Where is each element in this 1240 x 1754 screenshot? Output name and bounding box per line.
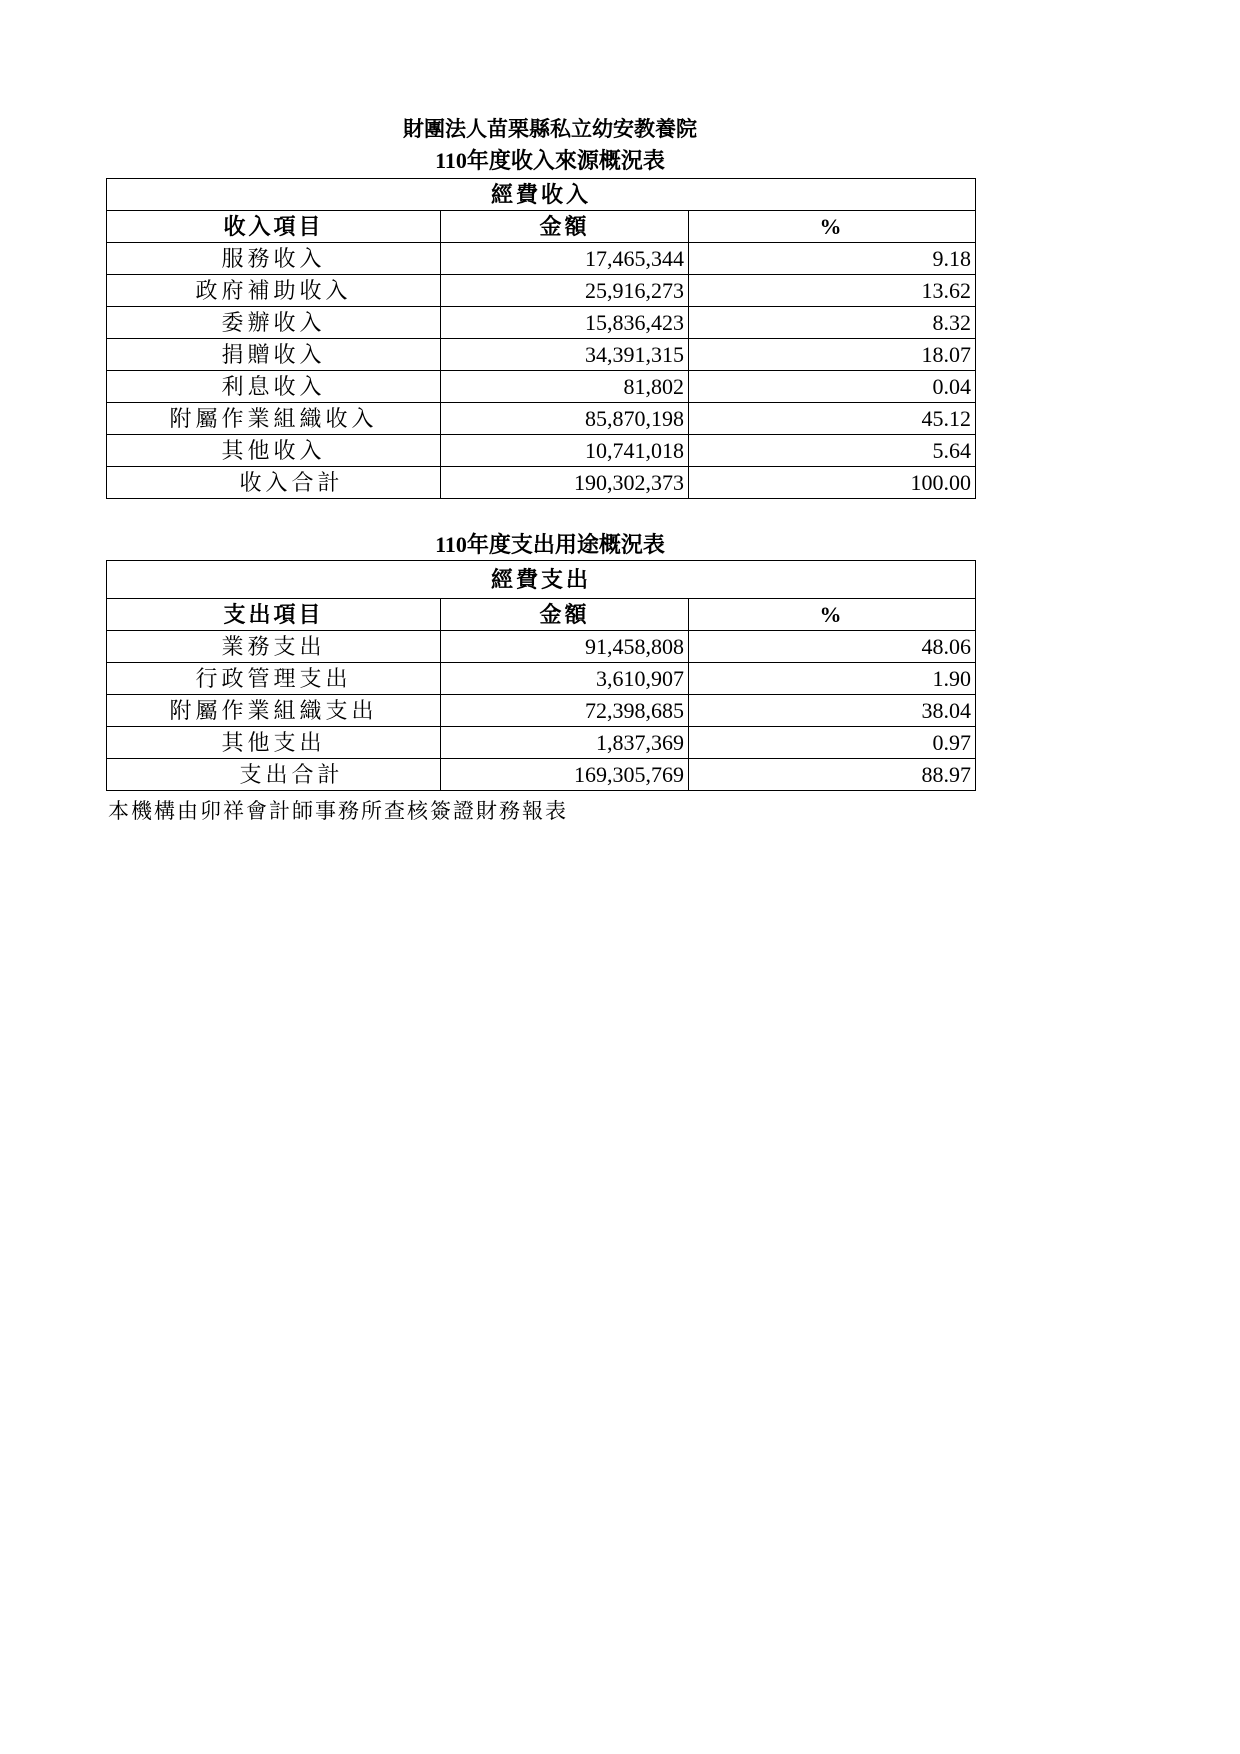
expense-section-header: 經費支出 bbox=[107, 561, 976, 599]
expense-table-title: 110年度支出用途概況表 bbox=[435, 532, 665, 557]
expense-amount: 72,398,685 bbox=[441, 695, 689, 727]
income-pct: 8.32 bbox=[689, 307, 976, 339]
expense-amount: 91,458,808 bbox=[441, 631, 689, 663]
income-amount-header: 金額 bbox=[441, 211, 689, 243]
table-row bbox=[107, 403, 976, 435]
table-row bbox=[107, 243, 976, 275]
table-row bbox=[107, 663, 976, 695]
expense-table bbox=[106, 560, 976, 791]
table-row bbox=[107, 435, 976, 467]
expense-item: 附屬作業組織支出 bbox=[107, 695, 441, 727]
income-item: 委辦收入 bbox=[107, 307, 441, 339]
expense-item: 業務支出 bbox=[107, 631, 441, 663]
income-total-row bbox=[107, 467, 976, 499]
income-section-header: 經費收入 bbox=[107, 179, 976, 211]
income-pct: 18.07 bbox=[689, 339, 976, 371]
income-amount: 34,391,315 bbox=[441, 339, 689, 371]
audit-footnote: 本機構由卯祥會計師事務所查核簽證財務報表 bbox=[108, 799, 568, 823]
income-table bbox=[106, 178, 976, 499]
organization-title: 財團法人苗栗縣私立幼安教養院 bbox=[403, 117, 697, 141]
income-pct: 9.18 bbox=[689, 243, 976, 275]
expense-total-pct: 88.97 bbox=[689, 759, 976, 791]
income-pct-header: % bbox=[689, 211, 976, 243]
income-item: 附屬作業組織收入 bbox=[107, 403, 441, 435]
income-amount: 25,916,273 bbox=[441, 275, 689, 307]
income-total-pct: 100.00 bbox=[689, 467, 976, 499]
expense-item-header: 支出項目 bbox=[107, 599, 441, 631]
income-amount: 85,870,198 bbox=[441, 403, 689, 435]
income-section-row bbox=[107, 179, 976, 211]
expense-pct: 0.97 bbox=[689, 727, 976, 759]
income-amount: 81,802 bbox=[441, 371, 689, 403]
expense-total-amount: 169,305,769 bbox=[441, 759, 689, 791]
expense-pct: 48.06 bbox=[689, 631, 976, 663]
table-row bbox=[107, 307, 976, 339]
expense-total-row bbox=[107, 759, 976, 791]
expense-amount-header: 金額 bbox=[441, 599, 689, 631]
income-pct: 5.64 bbox=[689, 435, 976, 467]
income-item: 政府補助收入 bbox=[107, 275, 441, 307]
income-total-amount: 190,302,373 bbox=[441, 467, 689, 499]
income-item: 利息收入 bbox=[107, 371, 441, 403]
income-item: 捐贈收入 bbox=[107, 339, 441, 371]
income-table-title: 110年度收入來源概況表 bbox=[435, 148, 665, 173]
table-row bbox=[107, 631, 976, 663]
income-amount: 17,465,344 bbox=[441, 243, 689, 275]
expense-section-row bbox=[107, 561, 976, 599]
table-row bbox=[107, 339, 976, 371]
expense-amount: 3,610,907 bbox=[441, 663, 689, 695]
expense-amount: 1,837,369 bbox=[441, 727, 689, 759]
income-amount: 15,836,423 bbox=[441, 307, 689, 339]
income-item: 其他收入 bbox=[107, 435, 441, 467]
table-row bbox=[107, 275, 976, 307]
income-item: 服務收入 bbox=[107, 243, 441, 275]
expense-total-label: 支出合計 bbox=[107, 759, 441, 791]
income-total-label: 收入合計 bbox=[107, 467, 441, 499]
income-item-header: 收入項目 bbox=[107, 211, 441, 243]
table-row bbox=[107, 727, 976, 759]
expense-header-row bbox=[107, 599, 976, 631]
expense-pct-header: % bbox=[689, 599, 976, 631]
expense-item: 行政管理支出 bbox=[107, 663, 441, 695]
table-row bbox=[107, 695, 976, 727]
income-pct: 13.62 bbox=[689, 275, 976, 307]
expense-pct: 38.04 bbox=[689, 695, 976, 727]
income-header-row bbox=[107, 211, 976, 243]
income-amount: 10,741,018 bbox=[441, 435, 689, 467]
table-row bbox=[107, 371, 976, 403]
income-pct: 45.12 bbox=[689, 403, 976, 435]
income-pct: 0.04 bbox=[689, 371, 976, 403]
expense-item: 其他支出 bbox=[107, 727, 441, 759]
expense-pct: 1.90 bbox=[689, 663, 976, 695]
